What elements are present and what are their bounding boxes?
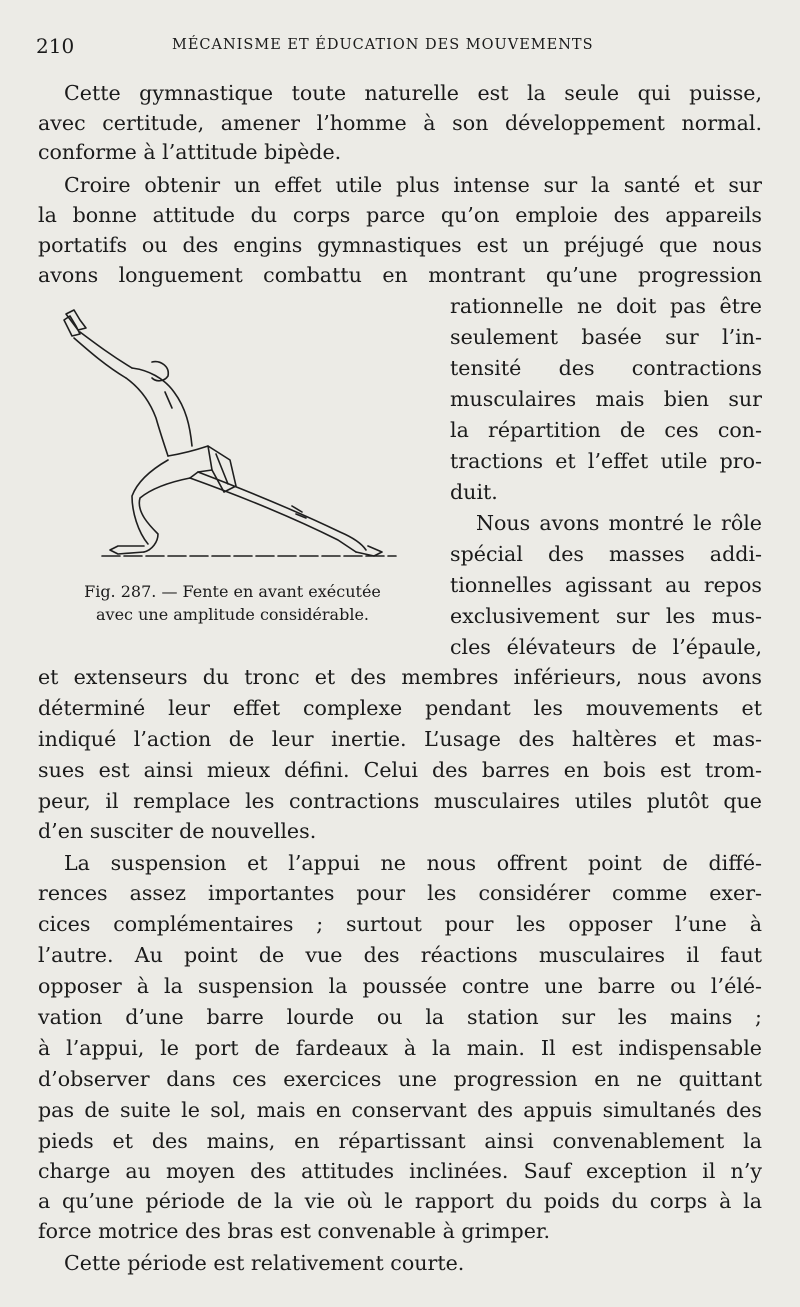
text-line: peur, il remplace les contractions musculaires utiles plutôt que — [38, 789, 762, 813]
page-number: 210 — [36, 34, 75, 58]
text-line: tensité des contractions — [450, 356, 762, 380]
text-line: charge au moyen des attitudes inclinées. Sauf exception il n’y — [38, 1159, 762, 1183]
text-line: cles élévateurs de l’épaule, — [450, 635, 762, 659]
text-line: Cette gymnastique toute naturelle est la seule qui puisse, — [64, 81, 762, 105]
text-line: Cette période est relativement courte. — [64, 1251, 465, 1275]
page-header — [36, 34, 762, 58]
text-line: musculaires mais bien sur — [450, 387, 762, 411]
text-line: déterminé leur effet complexe pendant les mouvements et — [38, 696, 762, 720]
figure-caption — [40, 580, 425, 626]
caption-line: Fig. 287. — Fente en avant exécutée — [84, 582, 381, 601]
text-line: force motrice des bras est convenable à grimper. — [38, 1219, 551, 1243]
text-line: avons longuement combattu en montrant qu’une progression — [38, 263, 762, 287]
text-line: pas de suite le sol, mais en conservant des appuis simultanés des — [38, 1098, 762, 1122]
caption-line: avec une amplitude considérable. — [95, 605, 369, 624]
text-line: pieds et des mains, en répartissant ainsi convenablement la — [38, 1129, 762, 1153]
text-line: sues est ainsi mieux défini. Celui des barres en bois est trom- — [38, 758, 762, 782]
text-line: tionnelles agissant au repos — [450, 573, 762, 597]
text-line: la bonne attitude du corps parce qu’on emploie des appareils — [38, 203, 762, 227]
text-line: rationnelle ne doit pas être — [450, 294, 762, 318]
text-line: Nous avons montré le rôle — [476, 511, 762, 535]
text-line: conforme à l’attitude bipède. — [38, 140, 342, 164]
text-line: spécial des masses addi- — [450, 542, 762, 566]
figure-lunge-illustration — [40, 300, 420, 572]
text-line: La suspension et l’appui ne nous offrent point de diffé- — [64, 851, 762, 875]
text-line: avec certitude, amener l’homme à son développement normal. — [38, 111, 762, 135]
text-line: tractions et l’effet utile pro- — [450, 449, 762, 473]
text-line: la répartition de ces con- — [450, 418, 762, 442]
text-line: l’autre. Au point de vue des réactions musculaires il faut — [38, 943, 762, 967]
text-line: exclusivement sur les mus- — [450, 604, 762, 628]
text-line: d’observer dans ces exercices une progression en ne quittant — [38, 1067, 762, 1091]
text-line: rences assez importantes pour les considérer comme exer- — [38, 881, 762, 905]
running-title: MÉCANISME ET ÉDUCATION DES MOUVEMENTS — [172, 37, 594, 53]
text-line: cices complémentaires ; surtout pour les opposer l’une à — [38, 912, 762, 936]
text-line: vation d’une barre lourde ou la station sur les mains ; — [38, 1005, 762, 1029]
text-line: a qu’une période de la vie où le rapport du poids du corps à la — [38, 1189, 762, 1213]
text-line: duit. — [450, 480, 498, 504]
text-line: et extenseurs du tronc et des membres inférieurs, nous avons — [38, 665, 762, 689]
text-line: Croire obtenir un effet utile plus intense sur la santé et sur — [64, 173, 762, 197]
text-line: seulement basée sur l’in- — [450, 325, 762, 349]
text-line: à l’appui, le port de fardeaux à la main. Il est indispensable — [38, 1036, 762, 1060]
text-line: indiqué l’action de leur inertie. L’usage des haltères et mas- — [38, 727, 762, 751]
text-line: opposer à la suspension la poussée contre une barre ou l’élé- — [38, 974, 762, 998]
text-line: d’en susciter de nouvelles. — [38, 819, 317, 843]
text-line: portatifs ou des engins gymnastiques est un préjugé que nous — [38, 233, 762, 257]
